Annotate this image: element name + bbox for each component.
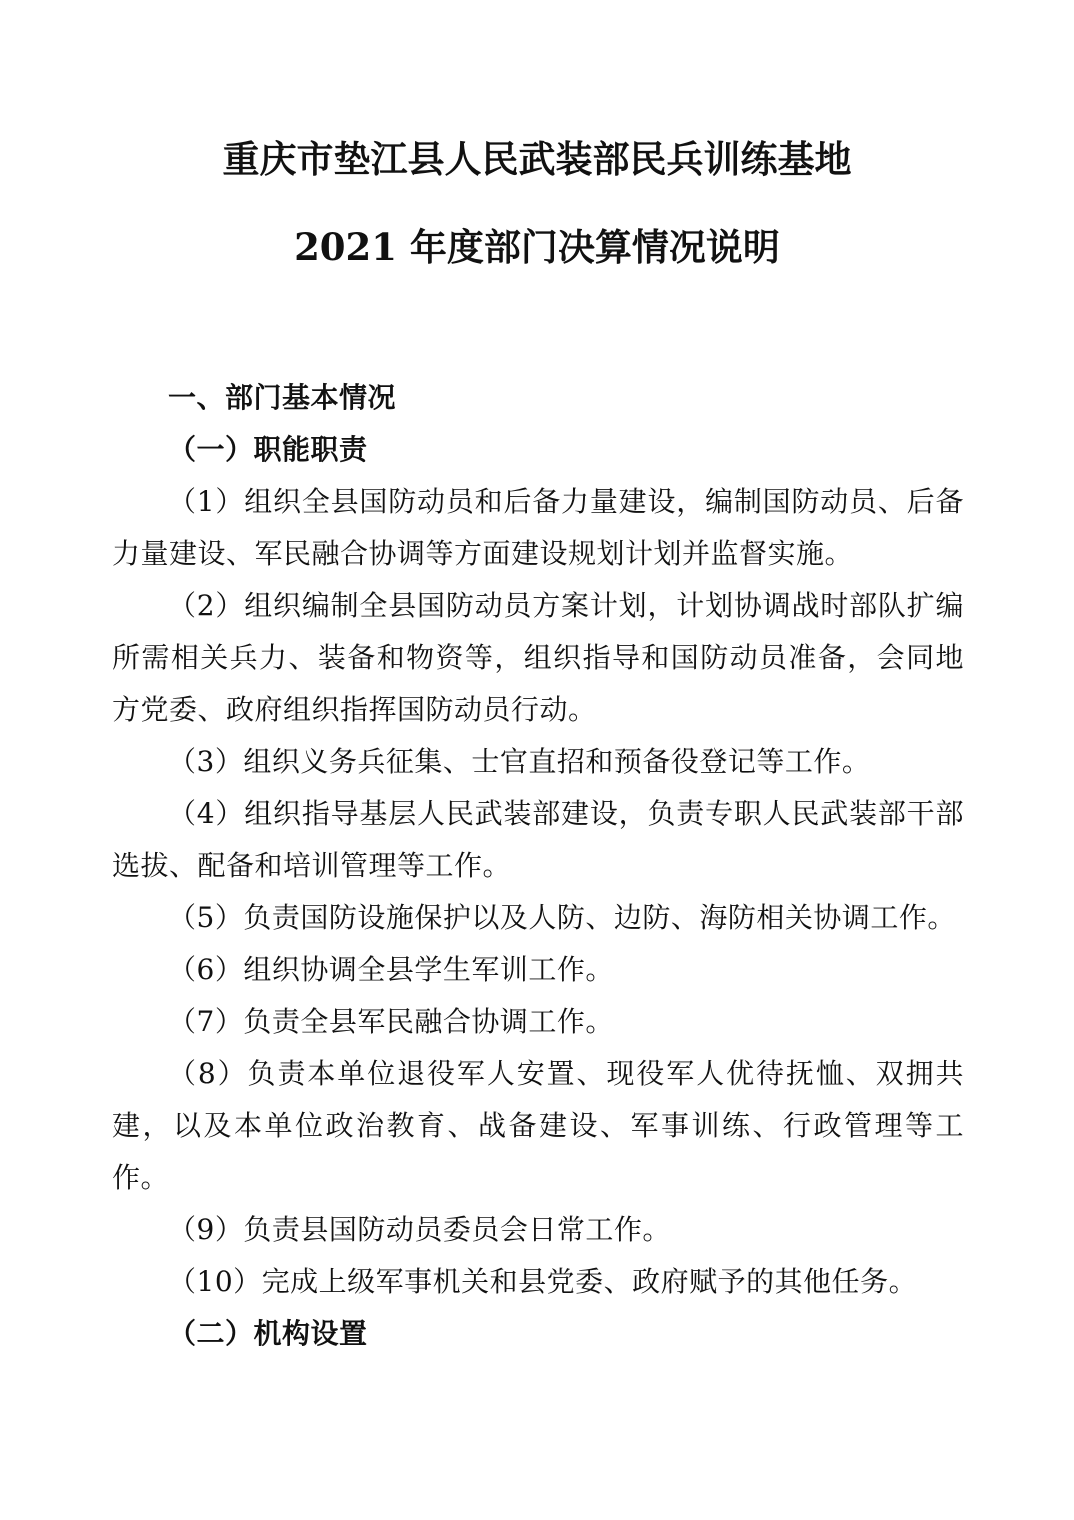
duty-item: （7）负责全县军民融合协调工作。 — [168, 1005, 614, 1038]
duty-item: （9）负责县国防动员委员会日常工作。 — [168, 1213, 671, 1246]
duty-item: （2）组织编制全县国防动员方案计划，计划协调战时部队扩编所需相关兵力、装备和物资等，组织指导和国防动员准备，会同地方党委、政府组织指挥国防动员行动。 — [112, 589, 964, 726]
duty-item: （6）组织协调全县学生军训工作。 — [168, 953, 614, 986]
duty-item: （5）负责国防设施保护以及人防、边防、海防相关协调工作。 — [168, 901, 956, 934]
subsection-heading-duties: （一）职能职责 — [168, 433, 368, 466]
duty-item: （3）组织义务兵征集、士官直招和预备役登记等工作。 — [168, 745, 871, 778]
subsection-heading-organization: （二）机构设置 — [168, 1317, 368, 1350]
duty-item: （1）组织全县国防动员和后备力量建设，编制国防动员、后备力量建设、军民融合协调等方面建设规划计划并监督实施。 — [112, 485, 964, 570]
duty-item: （8）负责本单位退役军人安置、现役军人优待抚恤、双拥共建，以及本单位政治教育、战备建设、军事训练、行政管理等工作。 — [112, 1057, 964, 1194]
duty-item: （4）组织指导基层人民武装部建设，负责专职人民武装部干部选拔、配备和培训管理等工作。 — [112, 797, 964, 882]
section-heading-basic-info: 一、部门基本情况 — [168, 381, 397, 414]
document-body — [112, 372, 964, 1360]
document-title-line2: 2021 年度部门决算情况说明 — [294, 225, 780, 269]
document-title-line1: 重庆市垫江县人民武装部民兵训练基地 — [222, 137, 852, 181]
duty-item: （10）完成上级军事机关和县党委、政府赋予的其他任务。 — [168, 1265, 918, 1298]
